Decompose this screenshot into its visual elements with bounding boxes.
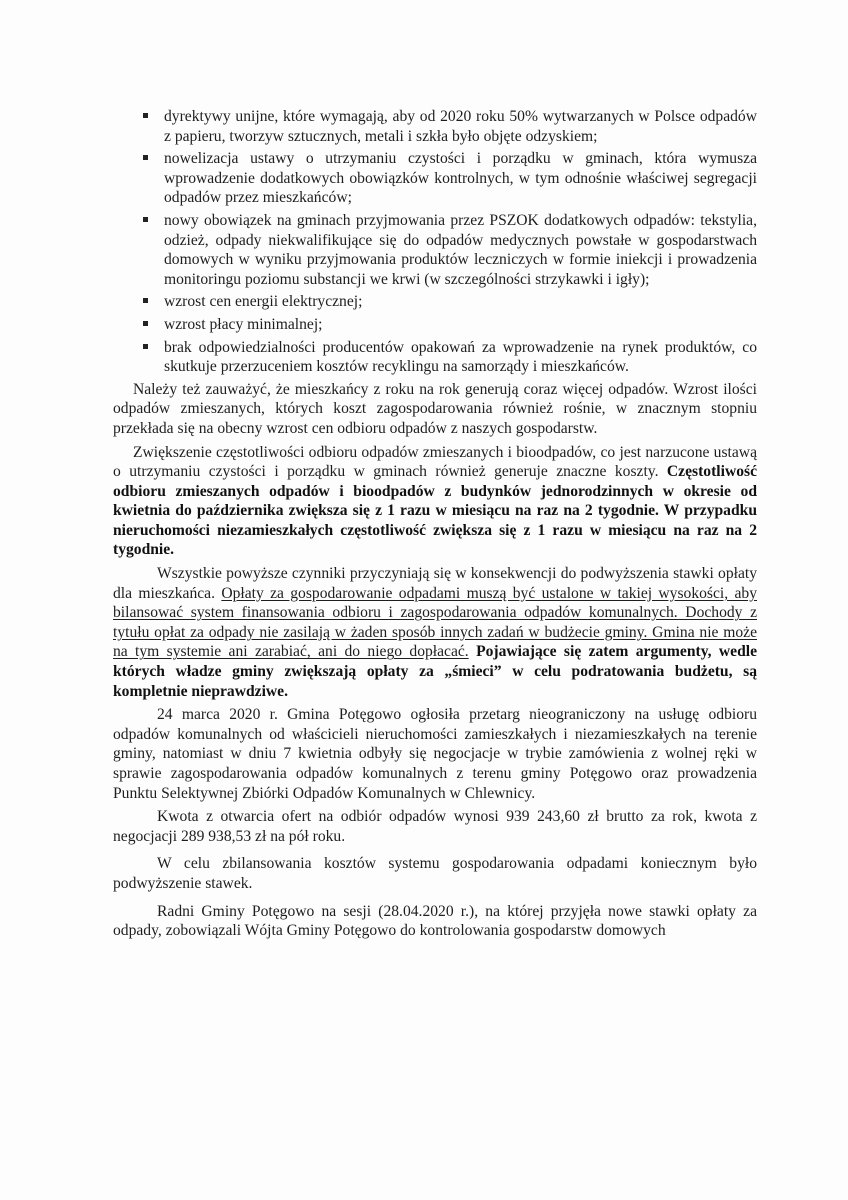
paragraph-collection-frequency: [113, 443, 757, 561]
list-item: wzrost płacy minimalnej;: [164, 315, 757, 335]
paragraph-waste-growth: Należy też zauważyć, że mieszkańcy z roku na rok generują coraz więcej odpadów. Wzrost ilości odpadów zmieszanych, których koszt zagospodarowania również rośnie, w znacznym stopniu przekłada się na obecny wzrost cen odbioru odpadów z naszych gospodarstw.: [113, 380, 757, 437]
list-item: dyrektywy unijne, które wymagają, aby od 2020 roku 50% wytwarzanych w Polsce odpadów z papieru, tworzyw sztucznych, metali i szkła było objęte odzyskiem;: [164, 108, 757, 145]
paragraph-council-session: Radni Gminy Potęgowo na sesji (28.04.2020 r.), na której przyjęła nowe stawki opłaty za odpady, zobowiązali Wójta Gminy Potęgowo do kontrolowania gospodarstw domowych: [113, 902, 757, 940]
frequency-bold-text: Częstotliwość odbioru zmieszanych odpadów i bioodpadów z budynków jednorodzinnych w okresie od kwietnia do października zwiększa się z 1 razu w miesiącu na raz na 2 tygodnie. W przypadku nieruchomości niezamieszkałych częstotliwość zwiększa się z 1 razu w miesiącu na raz na 2 tygodnie.: [113, 463, 757, 559]
fee-arguments-bold-text: Pojawiające się zatem argumenty, wedle których władze gminy zwiększają opłaty za „śmieci” w celu podratowania budżetu, są kompletnie nieprawdziwe.: [113, 643, 757, 700]
list-item: brak odpowiedzialności producentów opakowań za wprowadzenie na rynek produktów, co skutkuje przerzuceniem kosztów recyklingu na samorządy i mieszkańców.: [164, 338, 757, 376]
fee-factors-text: Wszystkie powyższe czynniki przyczyniają się w konsekwencji do podwyższenia stawki opłaty dla mieszkańca.: [113, 565, 757, 602]
list-item: nowelizacja ustawy o utrzymaniu czystości i porządku w gminach, która wymusza wprowadzenie dodatkowych obowiązków kontrolnych, w tym odnośnie właściwej segregacji odpadów przez mieszkańców;: [164, 150, 757, 207]
paragraph-fee-factors: [113, 564, 757, 701]
paragraph-balancing: W celu zbilansowania kosztów systemu gospodarowania odpadami koniecznym było podwyższenie stawek.: [113, 855, 757, 892]
list-item: wzrost cen energii elektrycznej;: [164, 292, 757, 312]
paragraph-offer-amount: Kwota z otwarcia ofert na odbiór odpadów wynosi 939 243,60 zł brutto za rok, kwota z negocjacji 289 938,53 zł na pół roku.: [113, 808, 757, 845]
document-body: [113, 107, 757, 945]
frequency-text: Zwiększenie częstotliwości odbioru odpadów zmieszanych i bioodpadów, co jest narzucone ustawą o utrzymaniu czystości i porządku w gminach również generuje znaczne koszty.: [113, 443, 757, 481]
factors-list: [113, 107, 757, 377]
fee-balance-underlined-text: Opłaty za gospodarowanie odpadami muszą być ustalone w takiej wysokości, aby bilansować system finansowania odbioru i zagospodarowania odpadów komunalnych. Dochody z tytułu opłat za odpady nie zasilają w żaden sposób innych zadań w budżecie gminy. Gmina nie może na tym systemie ani zarabiać, ani do niego dopłacać.: [113, 584, 757, 661]
list-item: nowy obowiązek na gminach przyjmowania przez PSZOK dodatkowych odpadów: tekstylia, odzież, odpady niekwalifikujące się do odpadów medycznych powstałe w gospodarstwach domowych w wyniku przyjmowania produktów leczniczych w formie iniekcji i prowadzenia monitoringu poziomu substancji we krwi (w szczególności strzykawki i igły);: [164, 211, 757, 288]
paragraph-tender: 24 marca 2020 r. Gmina Potęgowo ogłosiła przetarg nieograniczony na usługę odbioru odpadów komunalnych od właścicieli nieruchomości zamieszkałych i niezamieszkałych na terenie gminy, natomiast w dniu 7 kwietnia odbyły się negocjacje w trybie zamówienia z wolnej ręki w sprawie zagospodarowania odpadów komunalnych z terenu gminy Potęgowo oraz prowadzenia Punktu Selektywnej Zbiórki Odpadów Komunalnych w Chlewnicy.: [113, 706, 757, 802]
